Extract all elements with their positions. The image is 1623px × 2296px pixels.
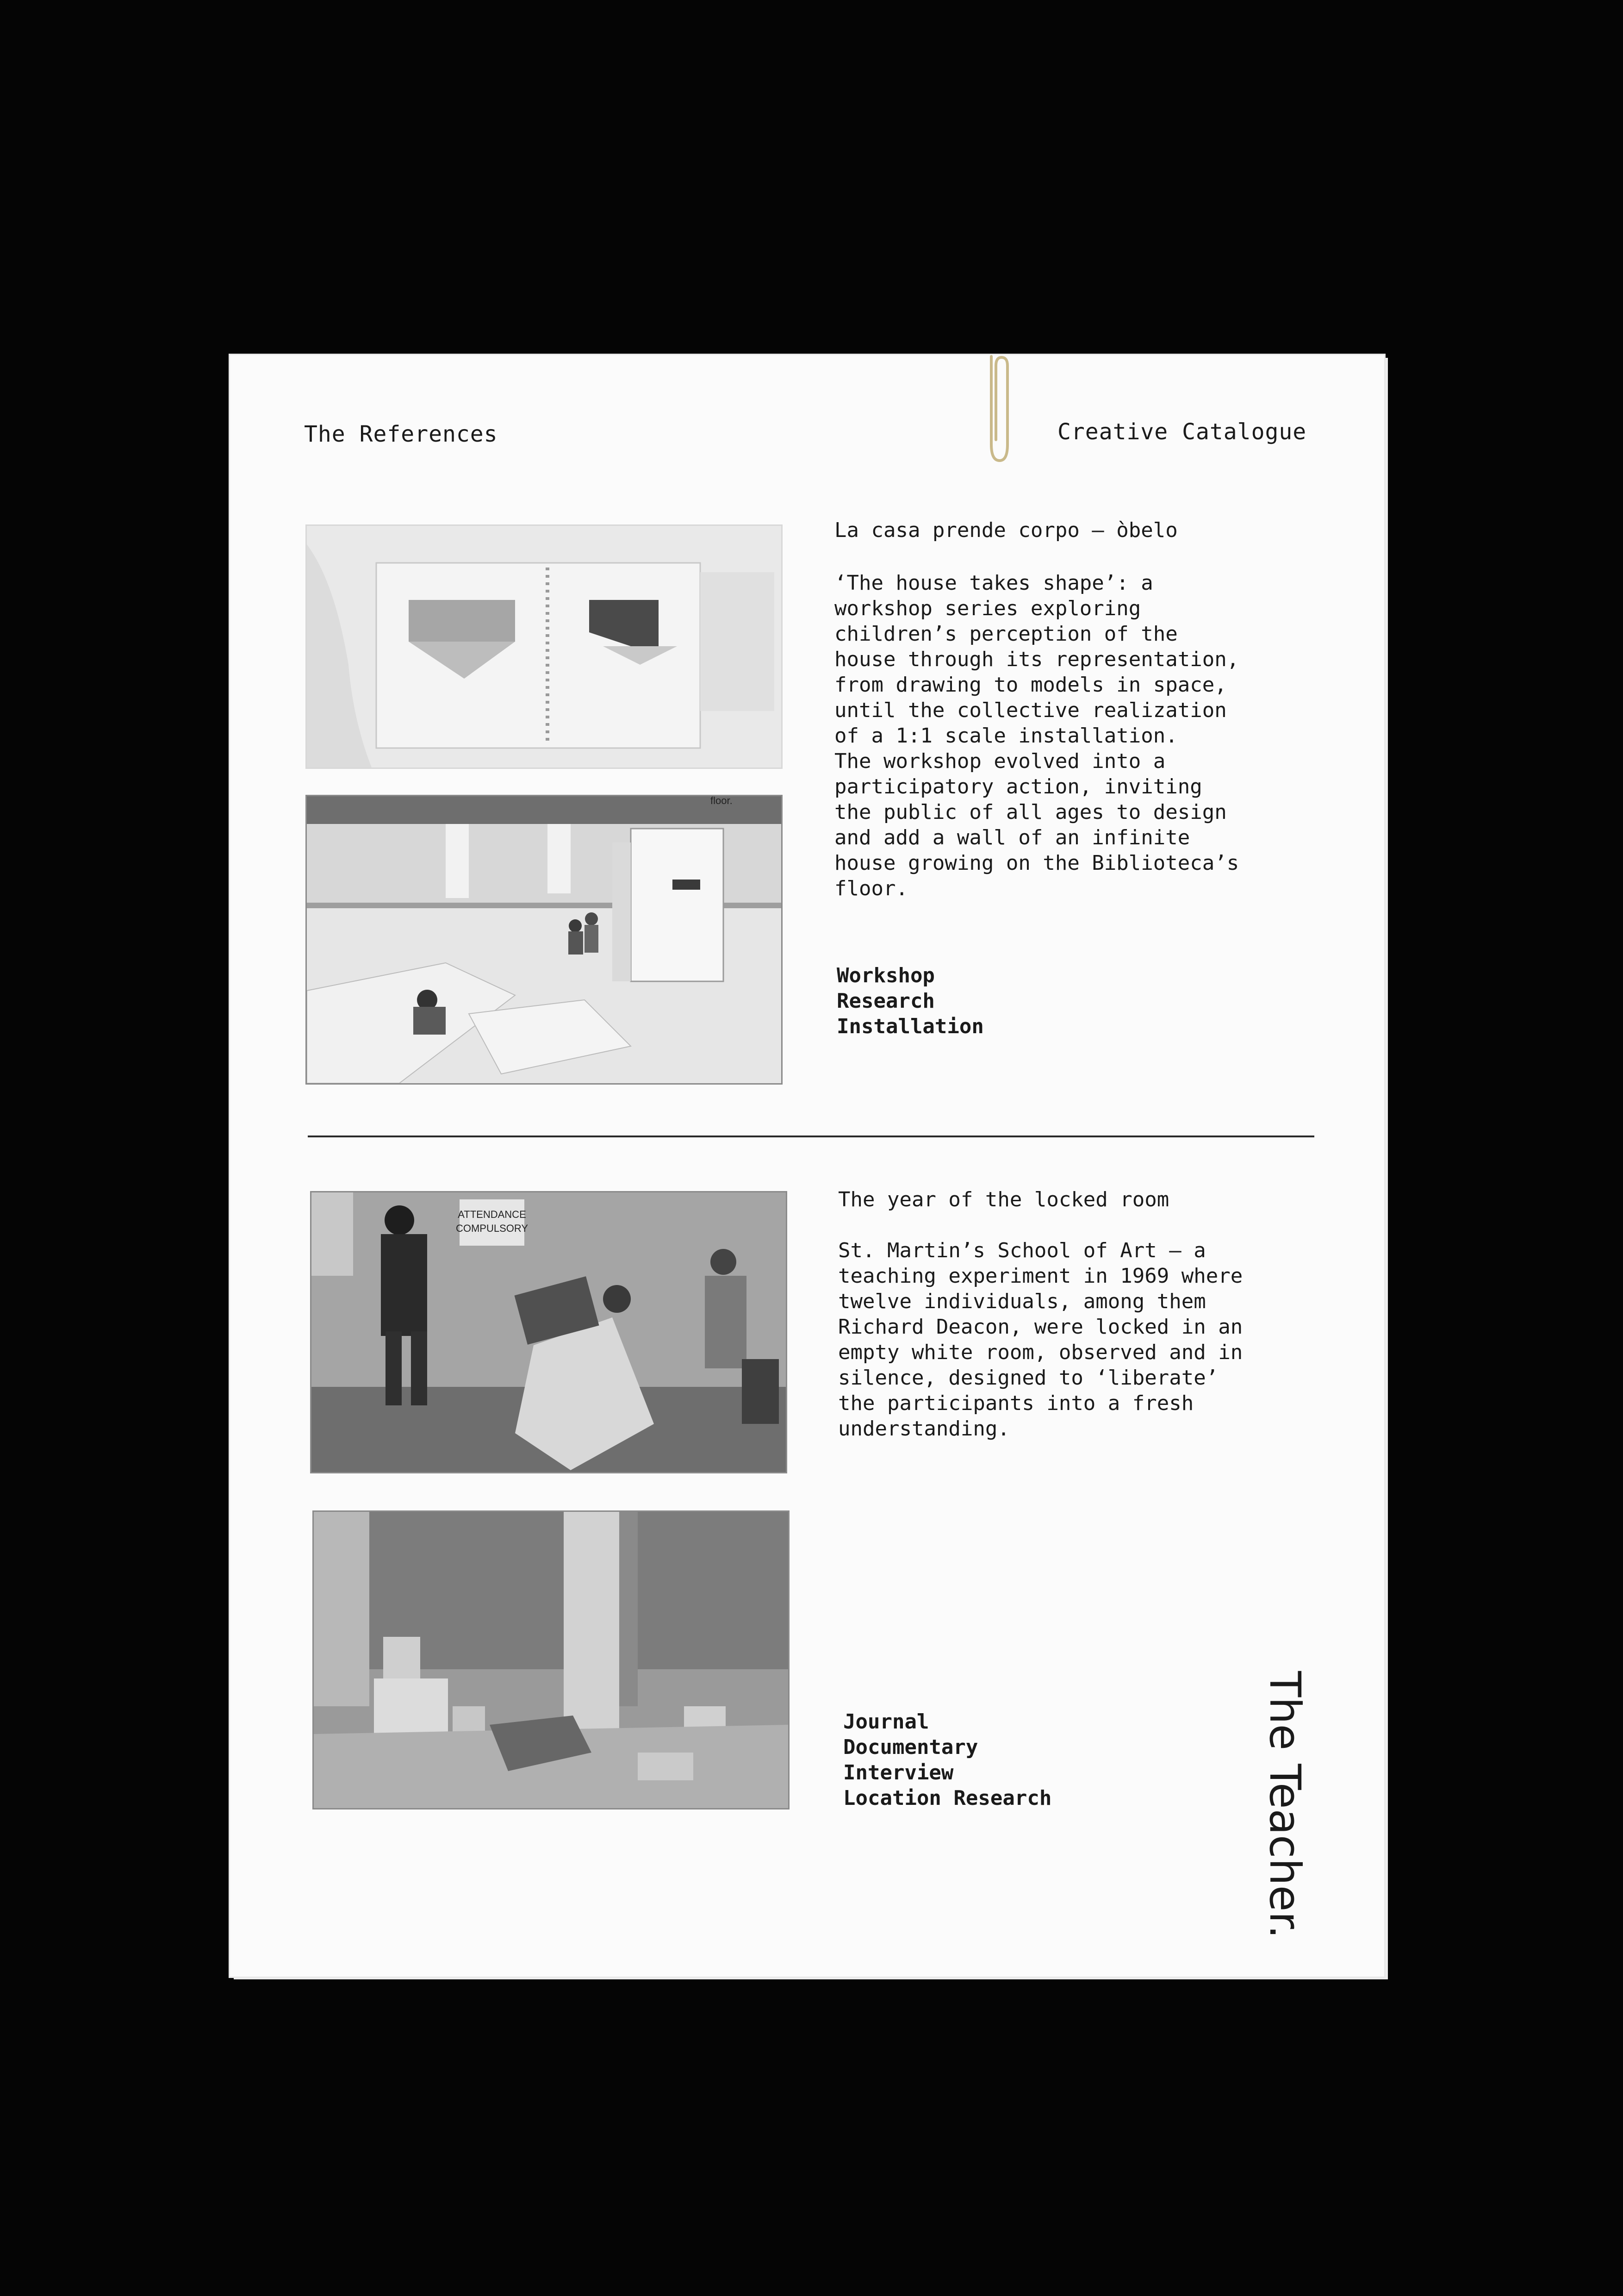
tag-research: Research [837, 989, 935, 1013]
locked-room-photo [310, 1191, 787, 1473]
header-right: Creative Catalogue [1057, 419, 1307, 445]
tag-location-research: Location Research [843, 1786, 1052, 1810]
paperclip-icon [982, 352, 1010, 468]
photo-caption: floor. [710, 795, 733, 806]
section1-tags [837, 963, 984, 1039]
tag-workshop: Workshop [837, 964, 935, 987]
section2-title: The year of the locked room [838, 1188, 1169, 1211]
tag-documentary: Documentary [843, 1735, 978, 1759]
tag-journal: Journal [843, 1710, 929, 1734]
workshop-photo [305, 795, 783, 1085]
svg-text:ATTENDANCE: ATTENDANCE [458, 1209, 526, 1220]
tag-interview: Interview [843, 1761, 954, 1784]
side-title: The Teacher. [1260, 1671, 1310, 1939]
section1-title: La casa prende corpo – òbelo [834, 518, 1178, 542]
rubble-room-photo [312, 1510, 790, 1809]
section1-body: ‘The house takes shape’: a workshop series exploring children’s perception of the house through its representation, from drawing to models in space, until the collective realization of a 1:1 scale installation. The workshop evolved into a participatory action, inviting the public of all ages to design and add a wall of an infinite house growing on the Biblioteca’s floor. [834, 571, 1239, 900]
section-divider [308, 1136, 1314, 1137]
svg-text:COMPULSORY: COMPULSORY [455, 1223, 529, 1234]
section2-body: St. Martin’s School of Art – a teaching experiment in 1969 where twelve individuals, among them Richard Deacon, were locked in an empty white room, observed and in silence, designed to ‘liberate’ the participants into a fresh understanding. [838, 1239, 1243, 1441]
notebook-photo [305, 524, 783, 769]
tag-installation: Installation [837, 1015, 984, 1038]
header-left: The References [304, 421, 498, 447]
section2-tags [843, 1709, 1051, 1811]
